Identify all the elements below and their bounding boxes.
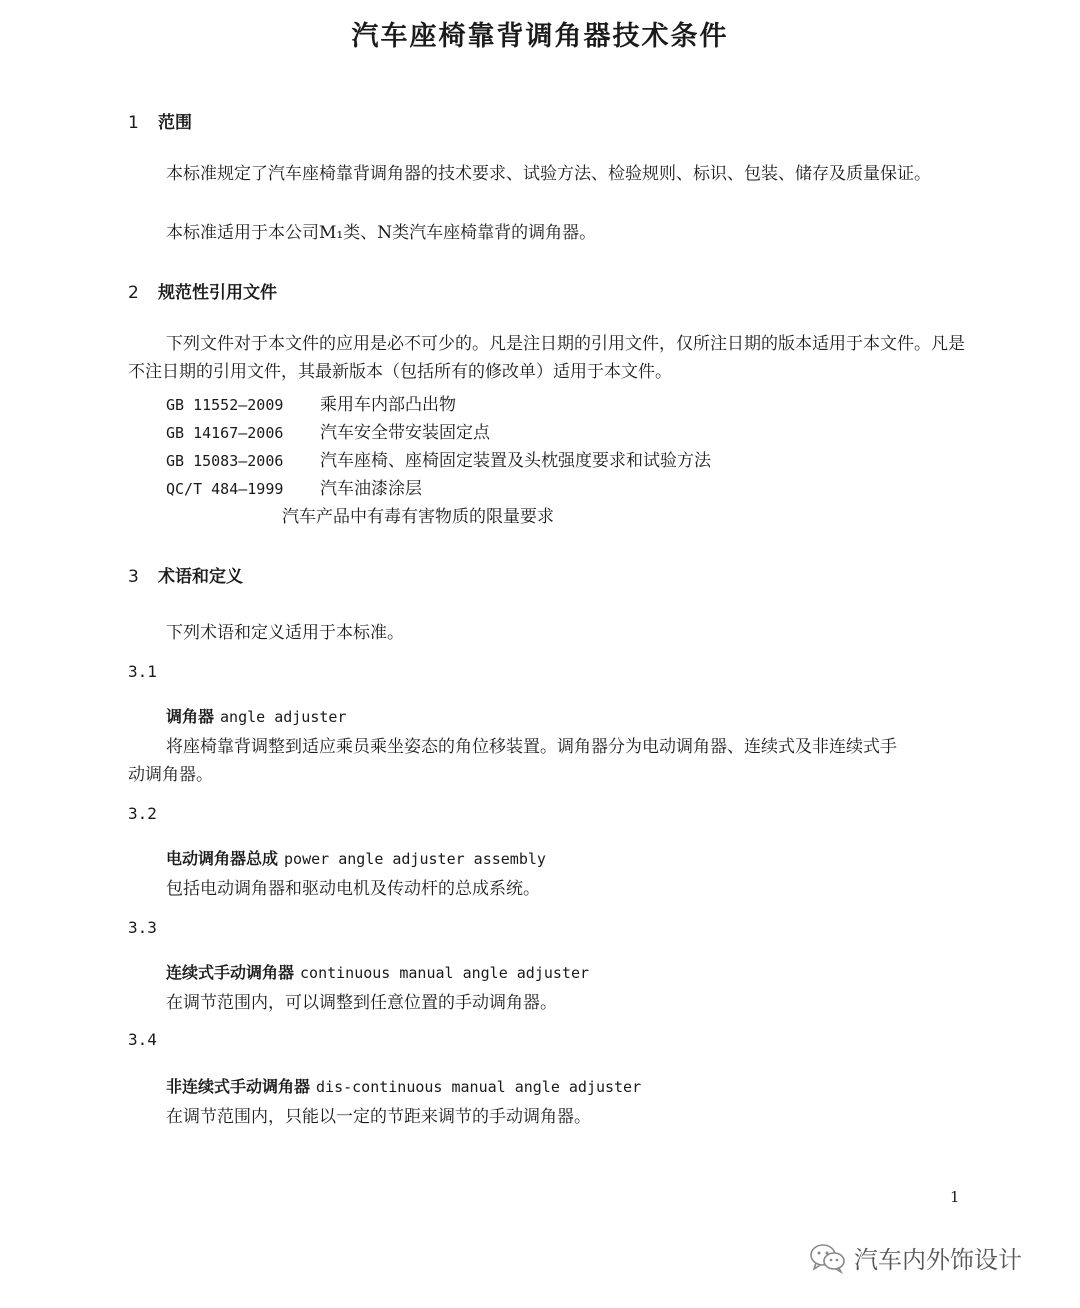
term-heading (166, 704, 346, 727)
term-definition: 包括电动调角器和驱动电机及传动杆的总成系统。 (166, 879, 540, 899)
term-heading (166, 846, 546, 869)
section-1-heading (128, 108, 192, 133)
term-english: dis-continuous manual angle adjuster (316, 1078, 642, 1096)
section-number: 3 (128, 567, 139, 587)
section-1-paragraph-2: 本标准适用于本公司M₁类、N类汽车座椅靠背的调角器。 (166, 223, 597, 243)
reference-code: GB 14167—2006 (166, 424, 284, 442)
reference-item (166, 390, 456, 415)
section-number: 2 (128, 283, 139, 303)
reference-item (282, 502, 554, 527)
document-title: 汽车座椅靠背调角器技术条件 (351, 21, 729, 52)
term-number: 3.3 (128, 918, 157, 937)
reference-title: 汽车产品中有毒有害物质的限量要求 (282, 507, 554, 527)
term-chinese: 调角器 (166, 707, 215, 726)
term-number: 3.1 (128, 662, 157, 681)
term-heading (166, 960, 589, 983)
section-2-heading (128, 278, 277, 303)
term-english: power angle adjuster assembly (284, 850, 546, 868)
term-chinese: 非连续式手动调角器 (166, 1077, 311, 1096)
watermark (808, 1240, 1022, 1280)
term-number: 3.4 (128, 1030, 157, 1049)
term-chinese: 电动调角器总成 (166, 849, 279, 868)
section-number: 1 (128, 113, 139, 133)
reference-item (166, 418, 490, 443)
reference-code: GB 15083—2006 (166, 452, 284, 470)
reference-item (166, 446, 711, 471)
section-title: 范围 (158, 113, 192, 133)
section-2-paragraph-1: 下列文件对于本文件的应用是必不可少的。凡是注日期的引用文件，仅所注日期的版本适用于本文件。凡是不注日期的引用文件，其最新版本（包括所有的修改单）适用于本文件。 (128, 334, 965, 382)
term-heading (166, 1074, 641, 1097)
reference-item (166, 474, 422, 499)
reference-code: GB 11552—2009 (166, 396, 284, 414)
section-title: 术语和定义 (158, 567, 243, 587)
term-number: 3.2 (128, 804, 157, 823)
term-definition: 将座椅靠背调整到适应乘员乘坐姿态的角位移装置。调角器分为电动调角器、连续式及非连续式手 (166, 737, 897, 757)
term-english: angle adjuster (220, 708, 347, 726)
section-title: 规范性引用文件 (158, 283, 277, 303)
section-1-paragraph-1: 本标准规定了汽车座椅靠背调角器的技术要求、试验方法、检验规则、标识、包装、储存及质量保证。 (166, 164, 931, 184)
term-chinese: 连续式手动调角器 (166, 963, 295, 982)
wechat-icon (808, 1242, 848, 1280)
term-definition: 在调节范围内，只能以一定的节距来调节的手动调角器。 (166, 1107, 591, 1127)
term-definition: 在调节范围内，可以调整到任意位置的手动调角器。 (166, 993, 557, 1013)
watermark-text: 汽车内外饰设计 (854, 1246, 1022, 1274)
term-english: continuous manual angle adjuster (300, 964, 589, 982)
reference-title: 汽车安全带安装固定点 (320, 423, 490, 443)
reference-code: QC/T 484—1999 (166, 480, 284, 498)
term-definition-continued: 动调角器。 (128, 765, 213, 785)
reference-title: 汽车油漆涂层 (320, 479, 422, 499)
reference-title: 汽车座椅、座椅固定装置及头枕强度要求和试验方法 (320, 451, 711, 471)
page-number: 1 (950, 1188, 960, 1206)
section-3-paragraph-1: 下列术语和定义适用于本标准。 (166, 623, 404, 643)
reference-title: 乘用车内部凸出物 (320, 395, 456, 415)
section-3-heading (128, 562, 243, 587)
